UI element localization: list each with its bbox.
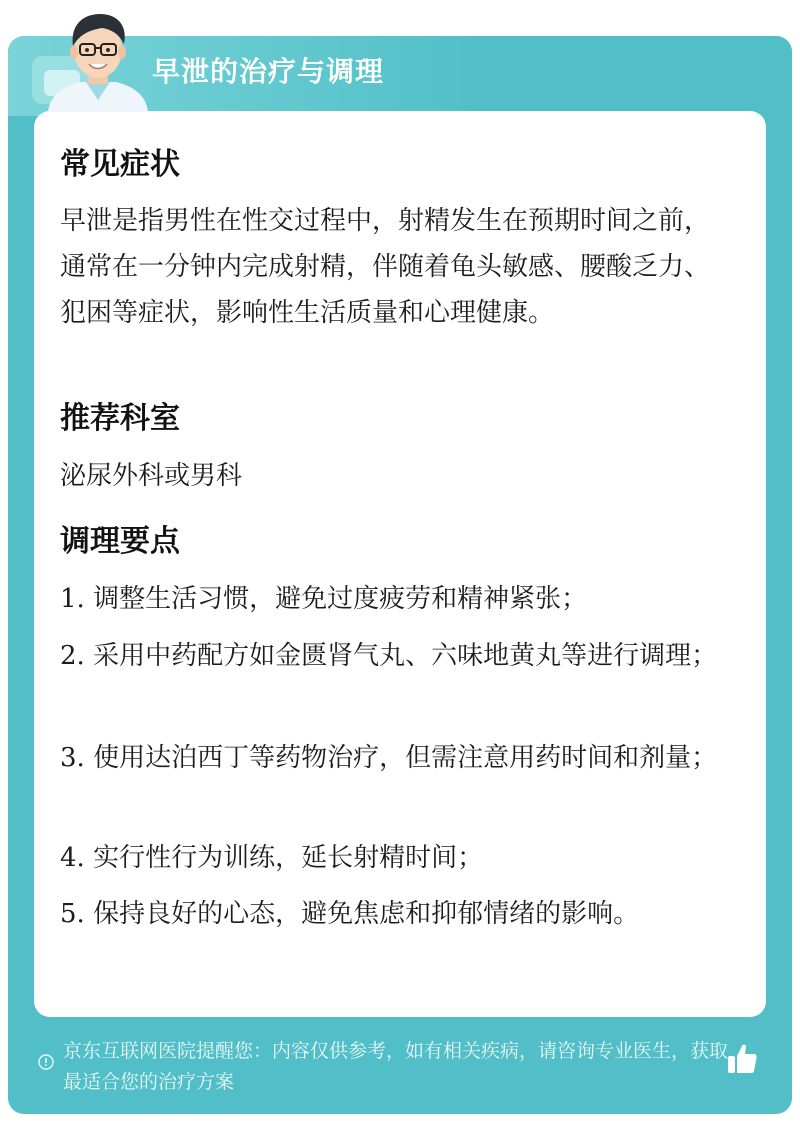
doctor-avatar (40, 8, 156, 112)
thumbs-up-icon[interactable] (724, 1041, 760, 1077)
section-title-department: 推荐科室 (60, 401, 180, 436)
care-item-text: 采用中药配方如金匮肾气丸、六味地黄丸等进行调理； (93, 641, 718, 671)
symptoms-text: 早泄是指男性在性交过程中，射精发生在预期时间之前，通常在一分钟内完成射精，伴随着龟头敏感、腰酸乏力、犯困等症状，影响性生活质量和心理健康。 (60, 206, 711, 328)
care-item-number: 1. (60, 584, 85, 614)
care-item-4 (60, 835, 730, 881)
footer (8, 1031, 792, 1111)
care-item-number: 2. (60, 641, 85, 671)
page-title: 早泄的治疗与调理 (152, 55, 385, 88)
care-item-text: 保持良好的心态，避免焦虑和抑郁情绪的影响。 (93, 899, 640, 929)
info-icon (38, 1054, 54, 1070)
disclaimer-text: 京东互联网医院提醒您：内容仅供参考，如有相关疾病，请咨询专业医生，获取最适合您的治疗方案 (63, 1040, 729, 1093)
department-text: 泌尿外科或男科 (60, 461, 243, 491)
care-item-1 (60, 576, 730, 622)
care-item-text: 实行性行为训练，延长射精时间； (93, 843, 484, 873)
section-title-care: 调理要点 (60, 524, 180, 559)
care-item-3 (60, 735, 730, 781)
care-item-number: 4. (60, 843, 85, 873)
care-item-number: 3. (60, 743, 85, 773)
section-title-symptoms: 常见症状 (60, 147, 180, 182)
care-item-number: 5. (60, 899, 85, 929)
content-card (34, 111, 766, 1017)
care-item-text: 调整生活习惯，避免过度疲劳和精神紧张； (93, 584, 588, 614)
care-item-text: 使用达泊西丁等药物治疗，但需注意用药时间和剂量； (93, 743, 718, 773)
care-item-5 (60, 891, 730, 937)
care-item-2 (60, 633, 730, 679)
